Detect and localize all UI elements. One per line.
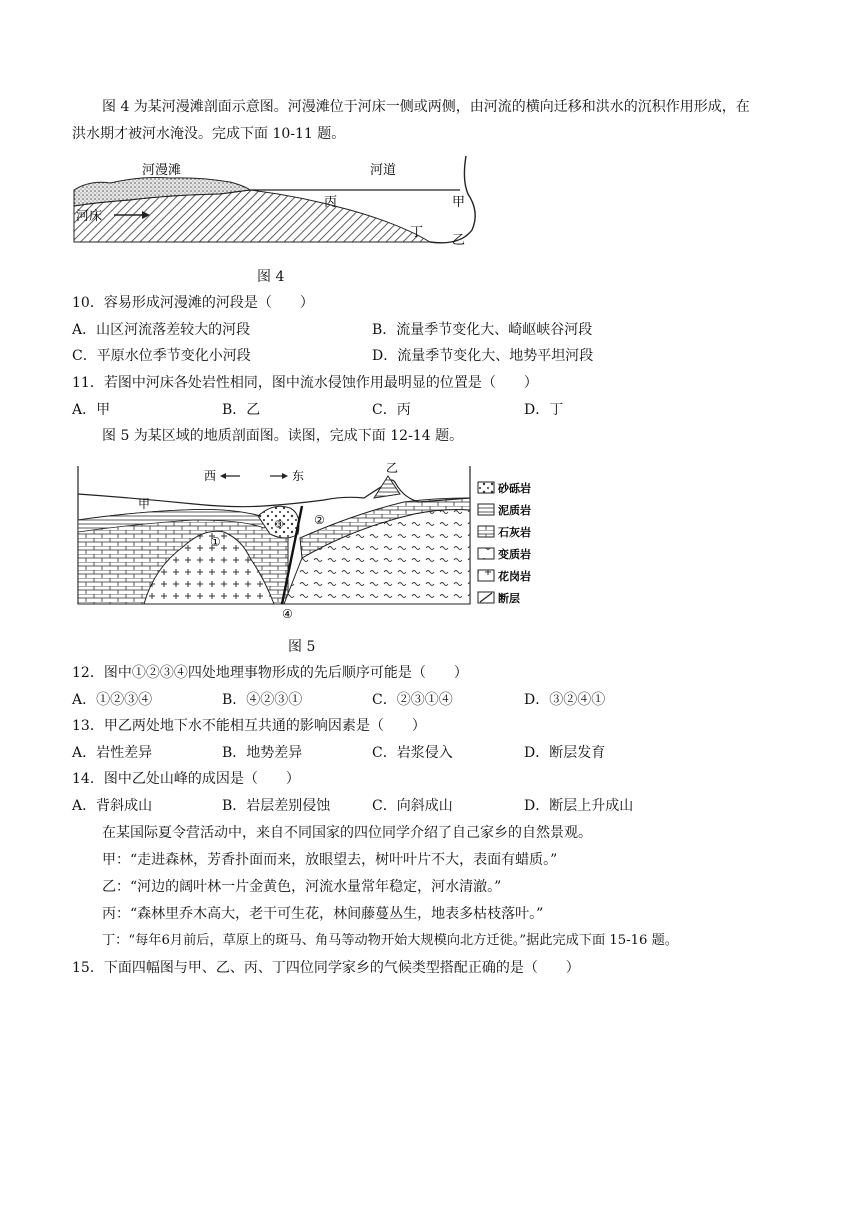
figure-5-caption: 图 5	[288, 639, 316, 655]
intro-fig4-line2: 洪水期才被河水淹没。完成下面 10-11 题。	[72, 126, 346, 142]
label-n1: ①	[210, 535, 221, 549]
q12-option-a[interactable]: A．①②③④	[72, 692, 153, 708]
q11-option-c[interactable]: C．丙	[372, 402, 411, 418]
label-yi: 乙	[452, 233, 466, 248]
label-jia-fig5: 甲	[138, 497, 151, 511]
q14-option-d[interactable]: D．断层上升成山	[524, 798, 634, 814]
q10-option-b[interactable]: B．流量季节变化大、崎岖峡谷河段	[372, 322, 593, 338]
q13-stem: 13．甲乙两处地下水不能相互共通的影响因素是（ ）	[72, 718, 426, 734]
figure-4-caption: 图 4	[257, 269, 285, 285]
q13-option-b[interactable]: B．地势差异	[222, 745, 303, 761]
legend-fault: 断层	[498, 592, 520, 605]
q11-option-d[interactable]: D．丁	[524, 402, 564, 418]
q10-option-a[interactable]: A．山区河流落差较大的河段	[72, 322, 251, 338]
label-ding: 丁	[410, 225, 424, 240]
legend-metamorphic: 变质岩	[498, 548, 531, 561]
q14-option-c[interactable]: C．向斜成山	[372, 798, 453, 814]
legend-limestone: 石灰岩	[498, 526, 531, 539]
intro-fig4-line1: 图 4 为某河漫滩剖面示意图。河漫滩位于河床一侧或两侧，由河流的横向迁移和洪水的沉积作用形成，在	[102, 99, 750, 115]
dir-west: 西	[204, 469, 217, 483]
q12-stem: 12．图中①②③④四处地理事物形成的先后顺序可能是（ ）	[72, 665, 468, 681]
legend-mudstone: 泥质岩	[498, 504, 531, 517]
q12-option-d[interactable]: D．③②④①	[524, 692, 606, 708]
q11-option-b[interactable]: B．乙	[222, 402, 261, 418]
legend-sandstone: 砂砾岩	[498, 482, 531, 495]
q10-stem: 10．容易形成河漫滩的河段是（ ）	[72, 295, 314, 311]
q14-option-a[interactable]: A．背斜成山	[72, 798, 153, 814]
passage-jia: 甲：“走进森林，芳香扑面而来，放眼望去，树叶叶片不大，表面有蜡质。”	[102, 852, 558, 868]
passage-bing: 丙：“森林里乔木高大，老干可生花，林间藤蔓丛生，地表多枯枝落叶。”	[102, 906, 544, 922]
label-riverbed: 河床	[76, 209, 103, 224]
passage-yi: 乙：“河边的阔叶林一片金黄色，河流水量常年稳定，河水清澈。”	[102, 879, 502, 895]
dir-east: 东	[292, 469, 305, 483]
q15-stem: 15．下面四幅图与甲、乙、丙、丁四位同学家乡的气候类型搭配正确的是（ ）	[72, 960, 580, 976]
q10-option-c[interactable]: C．平原水位季节变化小河段	[72, 348, 251, 364]
q13-option-c[interactable]: C．岩浆侵入	[372, 745, 453, 761]
label-n3: ③	[274, 518, 284, 531]
label-jia: 甲	[452, 195, 466, 210]
label-floodplain: 河漫滩	[142, 163, 182, 178]
q10-option-d[interactable]: D．流量季节变化大、地势平坦河段	[372, 348, 594, 364]
passage-intro: 在某国际夏令营活动中，来自不同国家的四位同学介绍了自己家乡的自然景观。	[102, 825, 592, 841]
label-n4: ④	[282, 607, 293, 620]
q12-option-c[interactable]: C．②③①④	[372, 692, 453, 708]
intro-fig5: 图 5 为某区域的地质剖面图。读图，完成下面 12-14 题。	[102, 428, 464, 444]
label-n2: ②	[314, 513, 325, 527]
figure-4-floodplain-diagram	[70, 150, 490, 260]
q12-option-b[interactable]: B．④②③①	[222, 692, 303, 708]
q13-option-a[interactable]: A．岩性差异	[72, 745, 153, 761]
passage-ding: 丁：“每年6月前后，草原上的斑马、角马等动物开始大规模向北方迁徙。”据此完成下面 15-16 题。	[102, 933, 678, 948]
label-channel: 河道	[370, 163, 397, 178]
q14-option-b[interactable]: B．岩层差别侵蚀	[222, 798, 331, 814]
q13-option-d[interactable]: D．断层发育	[524, 745, 606, 761]
peak-yi	[374, 476, 400, 498]
label-bing: 丙	[324, 195, 338, 210]
q11-option-a[interactable]: A．甲	[72, 402, 111, 418]
figure-5-geologic-section	[74, 458, 554, 620]
q11-stem: 11．若图中河床各处岩性相同，图中流水侵蚀作用最明显的位置是（ ）	[72, 375, 538, 391]
legend	[478, 481, 531, 605]
label-yi-fig5: 乙	[386, 461, 399, 475]
legend-granite: 花岗岩	[498, 570, 531, 583]
q14-stem: 14．图中乙处山峰的成因是（ ）	[72, 771, 300, 787]
